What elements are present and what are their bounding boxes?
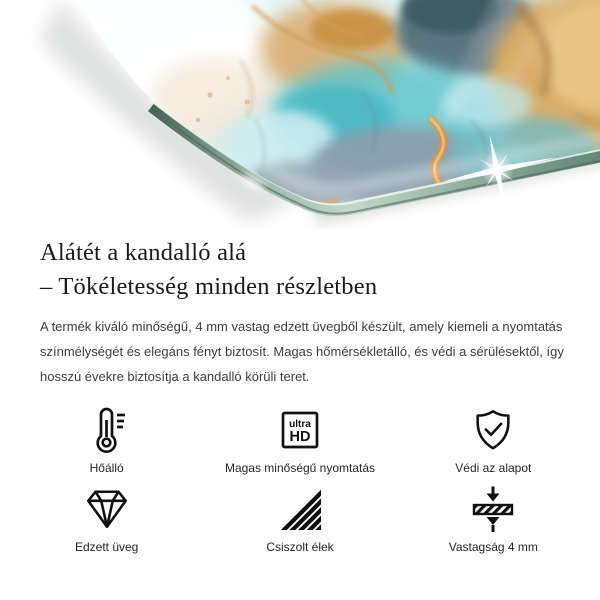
features-grid (0, 406, 600, 554)
description-line: hosszú évekre biztosítja a kandalló körüli teret. (40, 369, 310, 384)
feature-ultra-hd-print (203, 406, 396, 475)
feature-label: Védi az alapot (455, 461, 532, 475)
product-info-section (0, 236, 600, 554)
marble-artwork (25, 0, 600, 230)
feature-heat-resistant (10, 406, 203, 475)
feature-label: Edzett üveg (74, 540, 139, 554)
page-title-line2: – Tökéletesség minden részletben (40, 273, 378, 300)
svg-text:ultra: ultra (289, 419, 311, 430)
thickness-4mm-icon (463, 485, 523, 533)
svg-text:HD: HD (289, 429, 311, 445)
diamond-icon (77, 485, 137, 533)
feature-label: Vastagság 4 mm (448, 540, 538, 554)
feature-protects-base (397, 406, 590, 475)
feature-label: Magas minőségű nyomtatás (224, 461, 376, 475)
glass-panel-illustration (0, 0, 600, 230)
page-title (0, 236, 600, 304)
feature-label: Csiszolt élek (266, 540, 334, 554)
product-description (0, 314, 600, 389)
feature-label: Hőálló (89, 461, 124, 475)
description-line: színmélységét és elegáns fényt biztosít. Magas hőmérsékletálló, és védi a sérülésektől, így (40, 344, 564, 359)
feature-tempered-glass (10, 485, 203, 554)
polished-edges-icon (270, 485, 330, 533)
description-line: A termék kiváló minőségű, 4 mm vastag edzett üvegből készült, amely kiemeli a nyomtatás (40, 319, 563, 334)
feature-polished-edges (203, 485, 396, 554)
thermometer-icon (77, 406, 137, 454)
ultra-hd-icon (270, 406, 330, 454)
hero-product-image (0, 0, 600, 230)
page-title-line1: Alátét a kandalló alá (40, 239, 247, 266)
shield-check-icon (463, 406, 523, 454)
feature-thickness-4mm (397, 485, 590, 554)
